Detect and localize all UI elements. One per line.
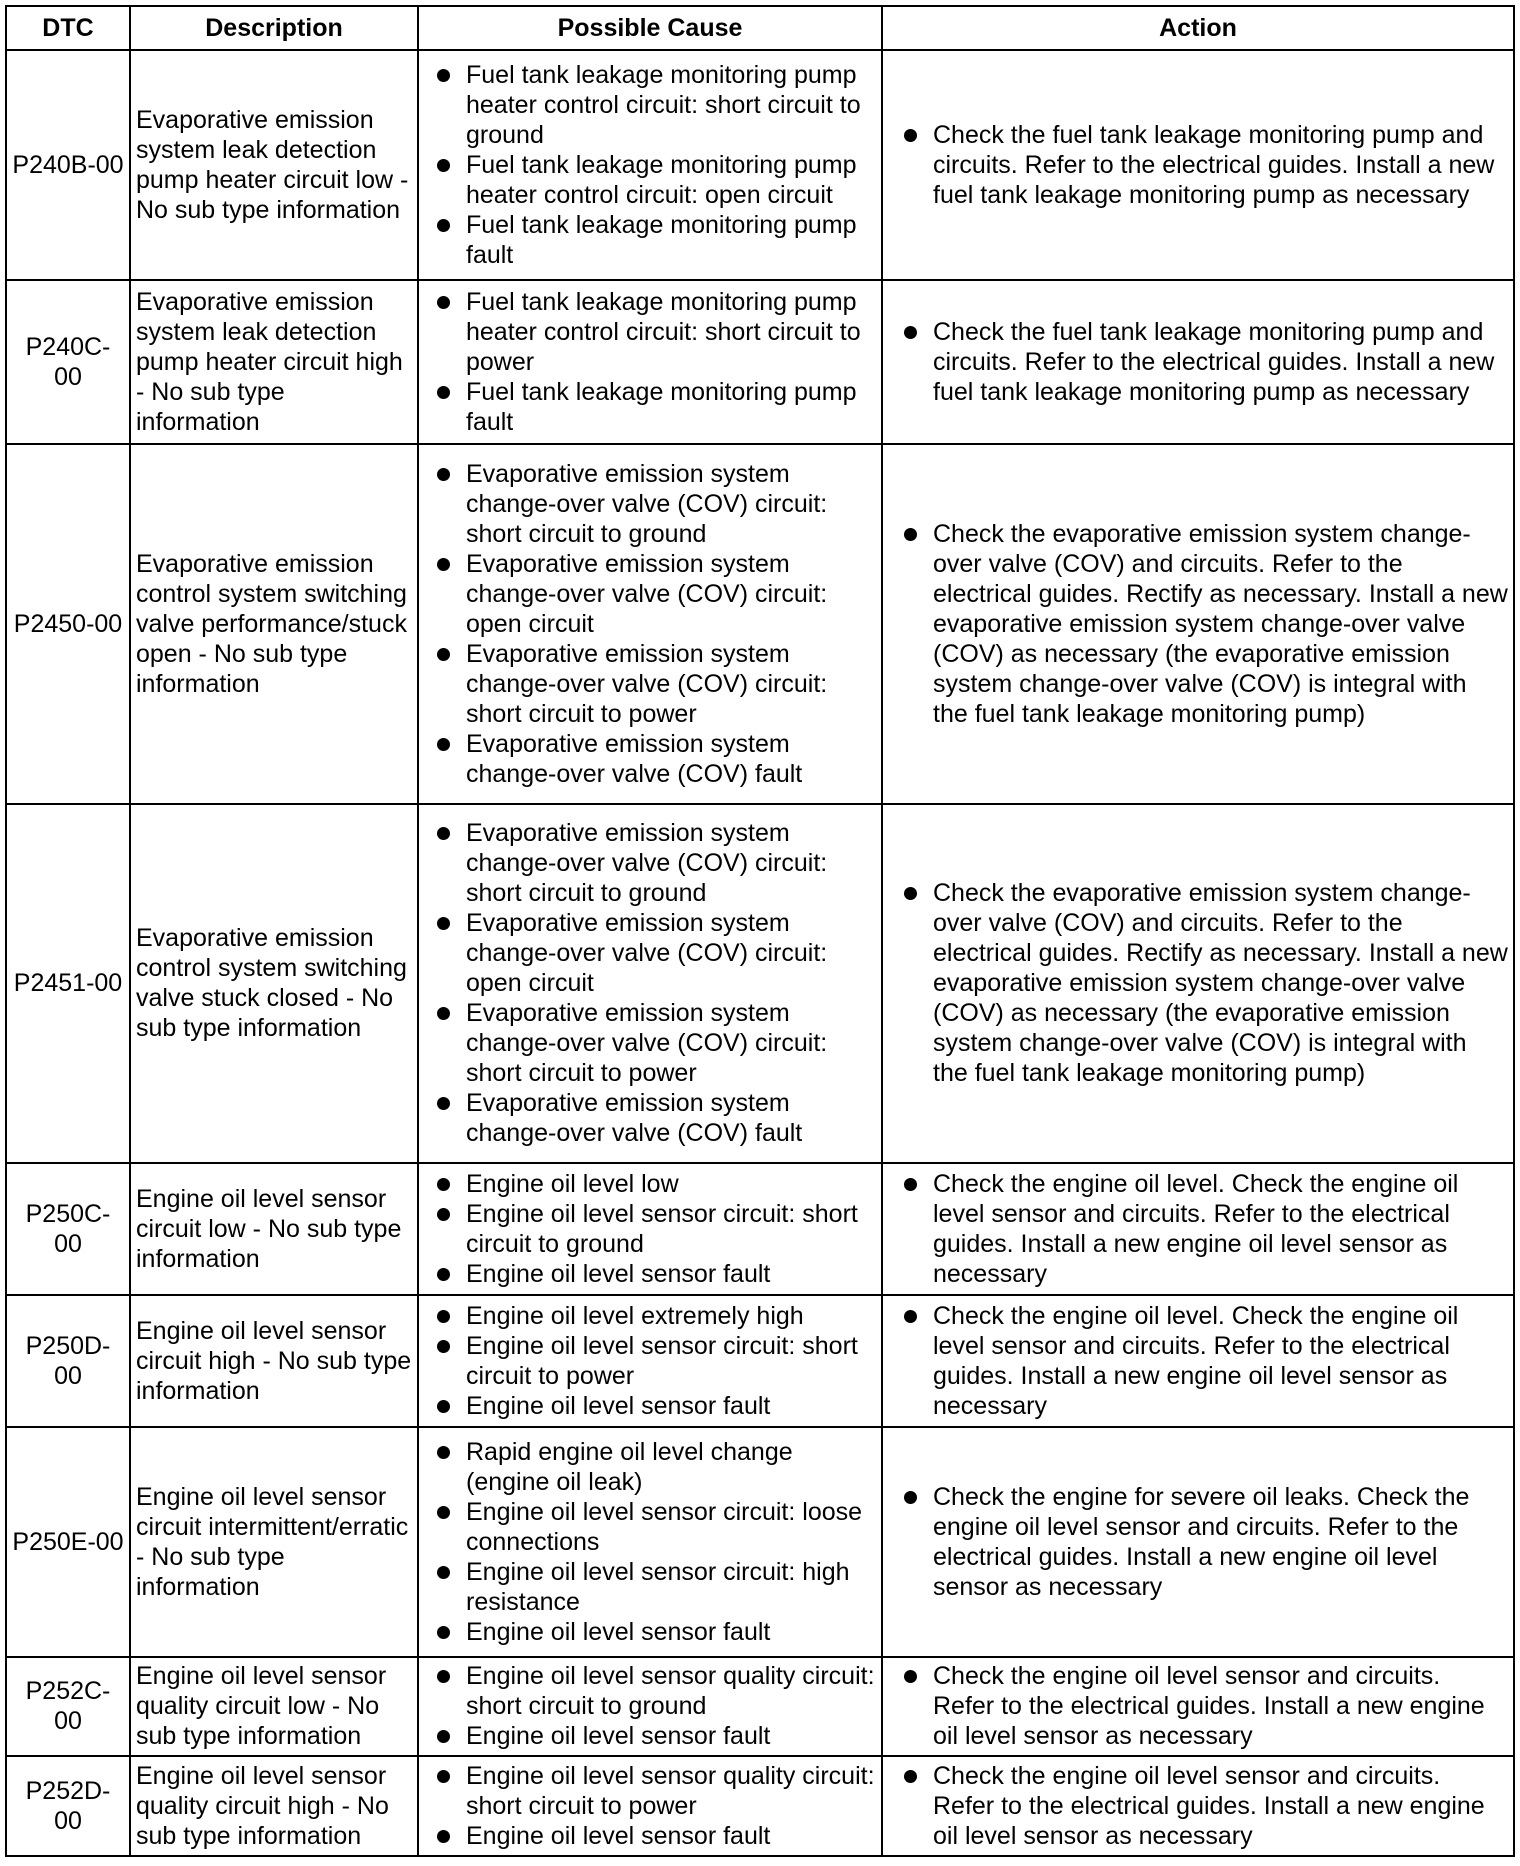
dtc-code: P240C-00 [6, 280, 130, 445]
cause-list [424, 1661, 876, 1751]
dtc-code: P252D-00 [6, 1756, 130, 1856]
table-row [6, 1295, 1514, 1427]
action-cell [882, 1163, 1514, 1295]
possible-cause-cell [418, 804, 882, 1163]
possible-cause-cell [418, 280, 882, 445]
dtc-description: Evaporative emission system leak detection pump heater circuit high - No sub type information [130, 280, 418, 445]
dtc-code: P2450-00 [6, 444, 130, 803]
cause-list [424, 1301, 876, 1421]
cause-item: Engine oil level sensor fault [466, 1821, 876, 1851]
action-item: Check the evaporative emission system change-over valve (COV) and circuits. Refer to the electrical guides. Rectify as necessary. Install a new evaporative emission system change-over valve (COV) as necessary (the evaporative emission system change-over valve (COV) is integral with the fuel tank leakage monitoring pump) [933, 879, 1508, 1088]
dtc-code: P252C-00 [6, 1657, 130, 1757]
cause-item: Engine oil level sensor quality circuit: short circuit to power [466, 1762, 875, 1821]
possible-cause-cell [418, 1657, 882, 1757]
dtc-table [5, 5, 1515, 1857]
dtc-description: Evaporative emission control system switching valve stuck closed - No sub type information [130, 804, 418, 1163]
dtc-description: Evaporative emission control system switching valve performance/stuck open - No sub type information [130, 444, 418, 803]
action-list [891, 1482, 1508, 1602]
dtc-description: Evaporative emission system leak detection pump heater circuit low - No sub type information [130, 50, 418, 280]
cause-item: Engine oil level sensor circuit: high resistance [466, 1557, 876, 1617]
header-description: Description [130, 6, 418, 50]
possible-cause-cell [418, 444, 882, 803]
cause-item: Engine oil level sensor fault [466, 1617, 876, 1647]
action-cell [882, 1427, 1514, 1657]
cause-list [424, 459, 876, 789]
action-list [891, 519, 1508, 729]
cause-item: Fuel tank leakage monitoring pump heater control circuit: short circuit to ground [466, 60, 876, 150]
action-list [891, 120, 1508, 210]
action-cell [882, 804, 1514, 1163]
cause-list [424, 1761, 876, 1851]
dtc-code: P2451-00 [6, 804, 130, 1163]
cause-item: Fuel tank leakage monitoring pump heater control circuit: short circuit to power [466, 287, 876, 377]
possible-cause-cell [418, 50, 882, 280]
table-row [6, 50, 1514, 280]
dtc-description: Engine oil level sensor circuit low - No sub type information [130, 1163, 418, 1295]
action-list [891, 1169, 1508, 1289]
cause-item: Fuel tank leakage monitoring pump fault [466, 210, 876, 270]
action-item: Check the engine for severe oil leaks. Check the engine oil level sensor and circuits. Refer to the electrical guides. Install a new engine oil level sensor as necessary [933, 1482, 1508, 1602]
cause-item: Evaporative emission system change-over valve (COV) circuit: open circuit [466, 908, 876, 998]
cause-list [424, 818, 876, 1148]
cause-list [424, 1169, 876, 1289]
action-item: Check the fuel tank leakage monitoring pump and circuits. Refer to the electrical guides. Install a new fuel tank leakage monitoring pump as necessary [933, 317, 1508, 407]
action-item: Check the engine oil level sensor and circuits. Refer to the electrical guides. Install a new engine oil level sensor as necessary [933, 1661, 1508, 1751]
cause-item: Engine oil level sensor fault [466, 1259, 876, 1289]
table-body [6, 50, 1514, 1856]
table-row [6, 804, 1514, 1163]
action-item: Check the evaporative emission system change-over valve (COV) and circuits. Refer to the electrical guides. Rectify as necessary. Install a new evaporative emission system change-over valve (COV) as necessary (the evaporative emission system change-over valve (COV) is integral with the fuel tank leakage monitoring pump) [933, 519, 1508, 728]
dtc-code: P240B-00 [6, 50, 130, 280]
table-row [6, 1163, 1514, 1295]
action-item: Check the engine oil level. Check the engine oil level sensor and circuits. Refer to the electrical guides. Install a new engine oil level sensor as necessary [933, 1169, 1508, 1289]
action-list [891, 1301, 1508, 1421]
cause-item: Fuel tank leakage monitoring pump fault [466, 377, 876, 437]
table-header [6, 6, 1514, 50]
cause-item: Evaporative emission system change-over valve (COV) circuit: short circuit to power [466, 639, 876, 729]
dtc-description: Engine oil level sensor quality circuit low - No sub type information [130, 1657, 418, 1757]
cause-item: Rapid engine oil level change (engine oil leak) [466, 1437, 876, 1497]
action-cell [882, 280, 1514, 445]
cause-item: Engine oil level sensor fault [466, 1721, 876, 1751]
action-list [891, 1661, 1508, 1751]
cause-item: Engine oil level sensor circuit: short circuit to power [466, 1331, 876, 1391]
action-cell [882, 1295, 1514, 1427]
cause-item: Evaporative emission system change-over valve (COV) circuit: short circuit to ground [466, 818, 876, 908]
table-row [6, 444, 1514, 803]
possible-cause-cell [418, 1295, 882, 1427]
cause-list [424, 1437, 876, 1647]
header-row [6, 6, 1514, 50]
cause-item: Fuel tank leakage monitoring pump heater control circuit: open circuit [466, 150, 876, 210]
dtc-code: P250E-00 [6, 1427, 130, 1657]
table-row [6, 1657, 1514, 1757]
action-item: Check the fuel tank leakage monitoring pump and circuits. Refer to the electrical guides. Install a new fuel tank leakage monitoring pump as necessary [933, 120, 1508, 210]
dtc-description: Engine oil level sensor circuit high - No sub type information [130, 1295, 418, 1427]
action-list [891, 317, 1508, 407]
possible-cause-cell [418, 1427, 882, 1657]
dtc-code: P250C-00 [6, 1163, 130, 1295]
cause-item: Engine oil level low [466, 1169, 876, 1199]
cause-list [424, 60, 876, 270]
dtc-code: P250D-00 [6, 1295, 130, 1427]
table-row [6, 1427, 1514, 1657]
cause-item: Evaporative emission system change-over valve (COV) circuit: open circuit [466, 549, 876, 639]
cause-list [424, 287, 876, 437]
cause-item: Engine oil level sensor circuit: short circuit to ground [466, 1199, 876, 1259]
cause-item: Engine oil level sensor quality circuit: short circuit to ground [466, 1662, 875, 1721]
cause-item: Evaporative emission system change-over valve (COV) fault [466, 729, 876, 789]
action-list [891, 878, 1508, 1088]
action-cell [882, 1657, 1514, 1757]
action-item: Check the engine oil level. Check the engine oil level sensor and circuits. Refer to the electrical guides. Install a new engine oil level sensor as necessary [933, 1301, 1508, 1421]
cause-item: Engine oil level sensor fault [466, 1391, 876, 1421]
action-list [891, 1761, 1508, 1851]
dtc-description: Engine oil level sensor quality circuit high - No sub type information [130, 1756, 418, 1856]
header-action: Action [882, 6, 1514, 50]
table-row [6, 280, 1514, 445]
header-possible-cause: Possible Cause [418, 6, 882, 50]
action-cell [882, 50, 1514, 280]
cause-item: Evaporative emission system change-over valve (COV) circuit: short circuit to ground [466, 459, 876, 549]
table-row [6, 1756, 1514, 1856]
possible-cause-cell [418, 1756, 882, 1856]
header-dtc: DTC [6, 6, 130, 50]
action-cell [882, 444, 1514, 803]
cause-item: Evaporative emission system change-over valve (COV) circuit: short circuit to power [466, 998, 876, 1088]
action-item: Check the engine oil level sensor and circuits. Refer to the electrical guides. Install a new engine oil level sensor as necessary [933, 1761, 1508, 1851]
dtc-description: Engine oil level sensor circuit intermittent/erratic - No sub type information [130, 1427, 418, 1657]
cause-item: Engine oil level extremely high [466, 1301, 876, 1331]
possible-cause-cell [418, 1163, 882, 1295]
cause-item: Evaporative emission system change-over valve (COV) fault [466, 1088, 876, 1148]
action-cell [882, 1756, 1514, 1856]
cause-item: Engine oil level sensor circuit: loose connections [466, 1497, 876, 1557]
